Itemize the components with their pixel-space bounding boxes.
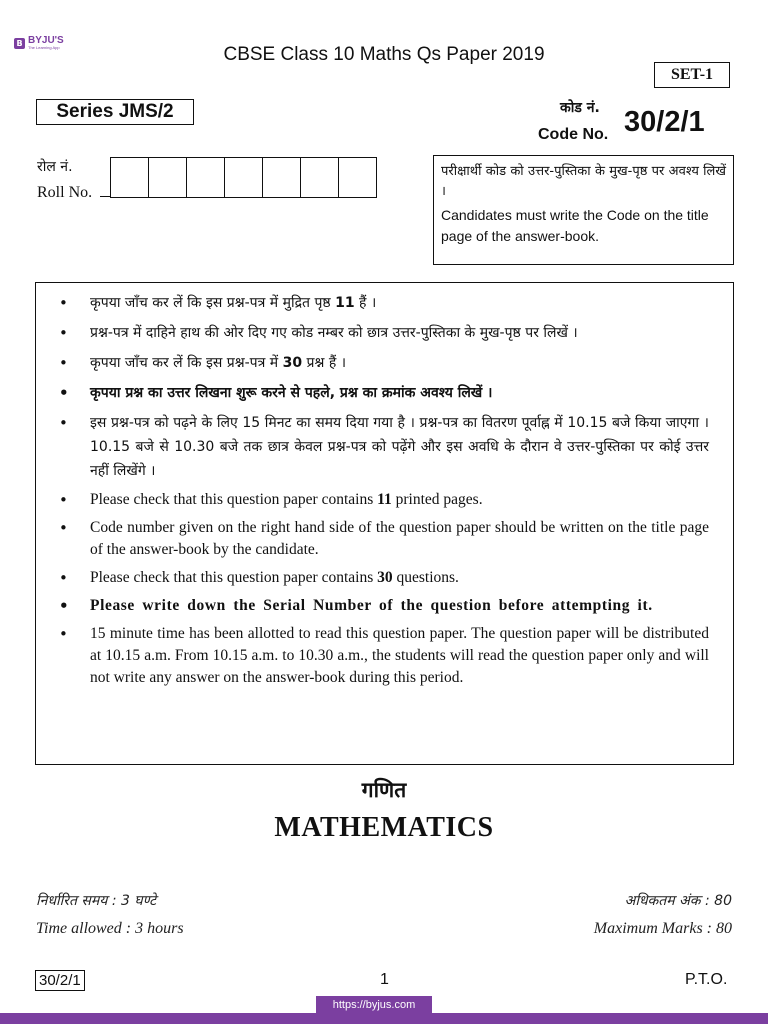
roll-digit-box[interactable] [263,158,301,197]
instruction-text: कृपया जाँच कर लें कि इस प्रश्न-पत्र में [90,355,283,371]
roll-leader-line [100,196,110,197]
instruction-text: 15 minute time has been allotted to read this question paper. The question paper will be distributed at 10.15 a.m. From 10.15 a.m. to 10.30 a.m., the students will read the question paper only and will not write any answer on the answer-book during this period. [90,625,709,686]
instruction-text: Please write down the Serial Number of the question before attempting it. [90,597,653,614]
instruction-page-count: 11 [377,491,392,508]
instruction-item [56,567,709,589]
code-label-english: Code No. [538,126,609,143]
roll-digit-box[interactable] [225,158,263,197]
code-number: 30/2/1 [624,106,705,138]
instruction-text: कृपया प्रश्न का उत्तर लिखना शुरू करने से पहले, प्रश्न का क्रमांक अवश्य लिखें । [90,385,493,401]
instruction-text: Code number given on the right hand side of the question paper should be written on the title page of the answer-book by the candidate. [90,519,709,558]
bottom-accent-bar [0,1013,768,1024]
instruction-item [56,381,709,405]
max-marks-english: Maximum Marks : 80 [593,920,732,937]
instructions-box [35,282,734,765]
time-allowed-english: Time allowed : 3 hours [36,920,184,937]
instruction-text: printed pages. [391,491,483,508]
code-label-hindi: कोड नं. [560,100,600,116]
footer-code: 30/2/1 [35,970,85,991]
roll-digit-box[interactable] [301,158,339,197]
instruction-item [56,517,709,561]
instruction-text: इस प्रश्न-पत्र को पढ़ने के लिए 15 मिनट का समय दिया गया है । प्रश्न-पत्र का वितरण पूर्वाह्न में 10.15 बजे किया जाएगा । 10.15 बजे से 10.30 बजे तक छात्र केवल प्रश्न-पत्र को पढ़ेंगे और इस अवधि के दौरान वे उत्तर-पुस्तिका पर कोई उत्तर नहीं लिखेंगे । [90,415,709,479]
byjus-logo-mark: B [14,38,25,49]
roll-digit-box[interactable] [339,158,377,197]
instruction-text: questions. [392,569,459,586]
roll-label-english: Roll No. [37,184,93,201]
byjus-logo-tagline: The Learning App [28,45,60,50]
pto-label: P.T.O. [685,971,728,988]
instruction-question-count: 30 [377,569,393,586]
instruction-text: Please check that this question paper contains [90,491,378,508]
roll-number-boxes[interactable] [110,157,377,198]
page-title: CBSE Class 10 Maths Qs Paper 2019 [223,44,545,65]
instruction-text: कृपया जाँच कर लें कि इस प्रश्न-पत्र में मुद्रित पृष्ठ [90,295,336,311]
instruction-page-count: 11 [335,295,355,311]
instruction-item [56,489,709,511]
page-number: 1 [380,971,389,988]
instruction-text: Please check that this question paper contains [90,569,378,586]
max-marks-hindi: अधिकतम अंक : 80 [624,893,732,909]
byjus-logo-name: BYJU'S [28,35,64,46]
instruction-item [56,411,709,483]
instruction-item [56,291,709,315]
subject-title-english: MATHEMATICS [274,812,494,843]
roll-label-hindi: रोल नं. [37,159,73,175]
instruction-item [56,595,709,617]
candidate-note-box [433,155,734,265]
set-badge: SET-1 [654,62,730,88]
instruction-text: हैं । [354,295,377,311]
instruction-item [56,351,709,375]
instruction-item [56,623,709,689]
instruction-question-count: 30 [282,355,303,371]
candidate-note-english: Candidates must write the Code on the title page of the answer-book. [441,207,709,244]
subject-title-hindi: गणित [361,778,407,802]
website-link[interactable]: https://byjus.com [316,996,432,1013]
candidate-note-hindi: परीक्षार्थी कोड को उत्तर-पुस्तिका के मुख-पृष्ठ पर अवश्य लिखें । [441,164,726,199]
series-badge: Series JMS/2 [36,99,194,125]
instruction-text: प्रश्न हैं । [302,355,347,371]
roll-digit-box[interactable] [187,158,225,197]
instruction-item [56,321,709,345]
instructions-list [56,291,709,689]
roll-digit-box[interactable] [149,158,187,197]
time-allowed-hindi: निर्धारित समय : 3 घण्टे [36,893,157,909]
roll-digit-box[interactable] [111,158,149,197]
instruction-text: प्रश्न-पत्र में दाहिने हाथ की ओर दिए गए कोड नम्बर को छात्र उत्तर-पुस्तिका के मुख-पृष्ठ पर लिखें । [90,325,578,341]
